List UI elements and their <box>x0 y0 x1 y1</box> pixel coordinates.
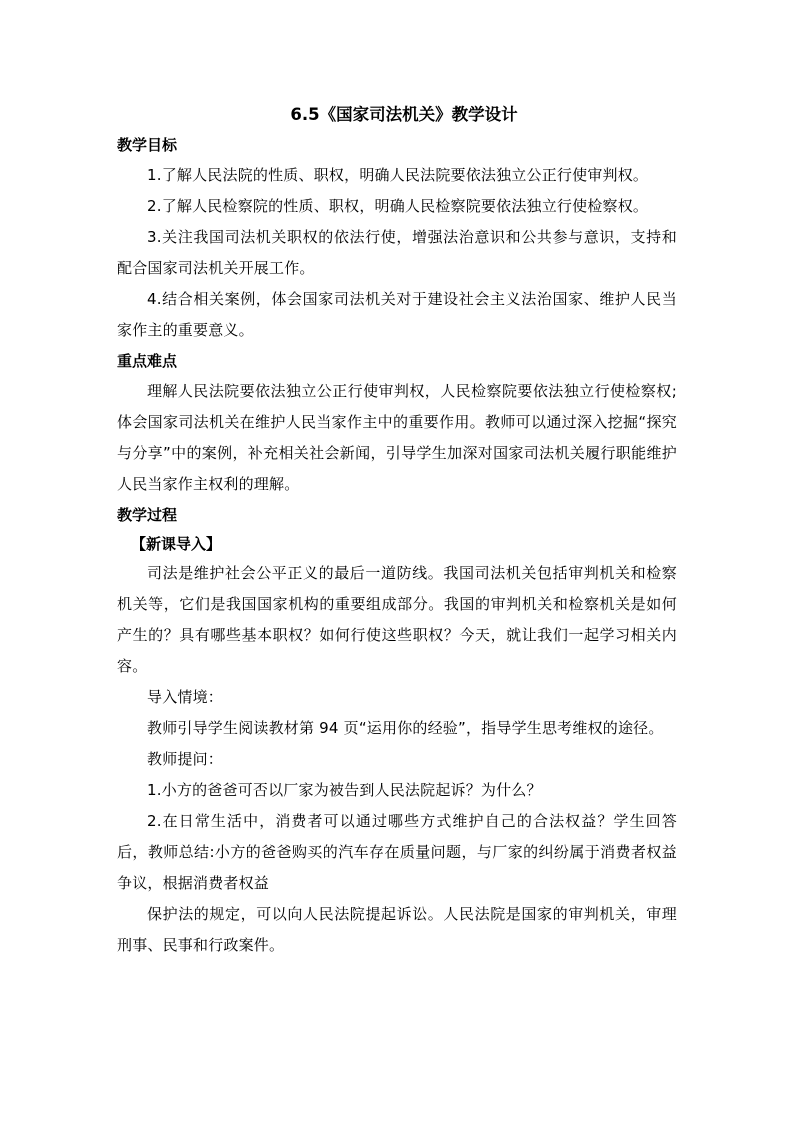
objective-item-2: 2.了解人民检察院的性质、职权，明确人民检察院要依法独立行使检察权。 <box>147 197 649 215</box>
process-paragraph-6: 2.在日常生活中，消费者可以通过哪些方式维护自己的合法权益？学生回答后，教师总结:小方的爸爸购买的汽车存在质量问题，与厂家的纠纷属于消费者权益争议，根据消费者权益 <box>117 812 677 892</box>
objective-item-3: 3.关注我国司法机关职权的依法行使，增强法治意识和公共参与意识，支持和配合国家司法机关开展工作。 <box>117 228 677 277</box>
objectives-heading: 教学目标 <box>117 136 178 154</box>
process-paragraph-3: 教师引导学生阅读教材第 94 页“运用你的经验”，指导学生思考维权的途径。 <box>147 719 664 737</box>
objective-item-4: 4.结合相关案例，体会国家司法机关对于建设社会主义法治国家、维护人民当家作主的重要意义。 <box>117 290 677 339</box>
key-points-text: 理解人民法院要依法独立公正行使审判权，人民检察院要依法独立行使检察权;体会国家司法机关在维护人民当家作主中的重要作用。教师可以通过深入挖掘“探究与分享”中的案例，补充相关社会新闻，引导学生加深对国家司法机关履行职能维护人民当家作主权利的理解。 <box>117 382 677 493</box>
process-paragraph-4: 教师提问： <box>147 750 224 768</box>
objective-item-1: 1.了解人民法院的性质、职权，明确人民法院要依法独立公正行使审判权。 <box>147 166 649 184</box>
document-page <box>117 100 677 961</box>
new-lesson-intro-heading: 【新课导入】 <box>131 535 222 553</box>
document-title: 6.5《国家司法机关》教学设计 <box>290 105 518 124</box>
process-paragraph-1: 司法是维护社会公平正义的最后一道防线。我国司法机关包括审判机关和检察机关等，它们是我国国家机构的重要组成部分。我国的审判机关和检察机关是如何产生的？具有哪些基本职权？如何行使这些职权？今天，就让我们一起学习相关内容。 <box>117 564 677 675</box>
process-paragraph-7: 保护法的规定，可以向人民法院提起诉讼。人民法院是国家的审判机关，审理刑事、民事和行政案件。 <box>117 905 677 954</box>
process-paragraph-5: 1.小方的爸爸可否以厂家为被告到人民法院起诉？为什么？ <box>147 781 542 799</box>
process-heading: 教学过程 <box>117 506 178 524</box>
key-points-heading: 重点难点 <box>117 352 178 370</box>
process-paragraph-2: 导入情境： <box>147 688 224 706</box>
